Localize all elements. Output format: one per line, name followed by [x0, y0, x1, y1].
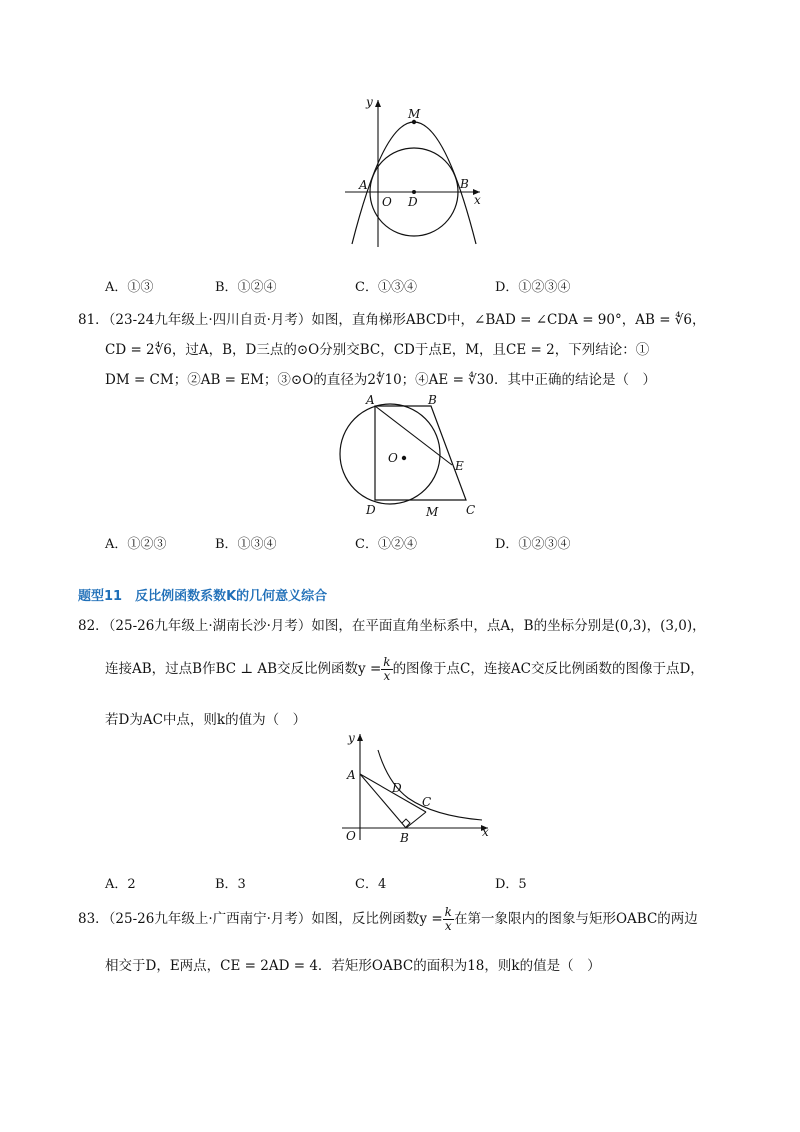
segment-bc — [406, 812, 426, 828]
q82-line-3: 若D为AC中点，则k的值为（ ） — [105, 712, 307, 728]
q82-line-2b: 的图像于点C，连接AC交反比例函数的图像于点D， — [392, 661, 704, 677]
point-o — [402, 456, 406, 460]
label-o: O — [382, 195, 392, 209]
q82-fraction — [381, 656, 392, 683]
label-o: O — [388, 451, 398, 465]
label-x: x — [474, 193, 481, 207]
q82-frac-denominator: x — [383, 669, 391, 683]
label-d: D — [392, 781, 402, 795]
q83-line-2: 相交于D，E两点，CE = 2AD = 4．若矩形OABC的面积为18，则k的值是（ ） — [105, 958, 601, 974]
q81-figure — [338, 392, 488, 522]
q83-line-1b: 在第一象限内的图象与矩形OABC的两边 — [453, 911, 698, 927]
label-o: O — [346, 829, 356, 843]
label-c: C — [466, 503, 476, 517]
label-b: B — [400, 831, 409, 845]
q80-option-a[interactable]: A．①③ — [105, 280, 154, 295]
label-a: A — [359, 178, 368, 192]
q81-option-d[interactable]: D．①②③④ — [495, 537, 571, 552]
label-a: A — [366, 393, 375, 407]
parabola — [352, 122, 476, 244]
label-m: M — [408, 107, 421, 121]
q81-line-1: 81．（23-24九年级上·四川自贡·月考）如图，直角梯形ABCD中，∠BAD = ∠CDA = 90°，AB = ∜6， — [78, 312, 706, 328]
q80-option-c[interactable]: C．①③④ — [355, 280, 417, 295]
q80-option-b[interactable]: B．①②④ — [215, 280, 277, 295]
q81-option-c[interactable]: C．①②④ — [355, 537, 417, 552]
section-title: 题型11 反比例函数系数K的几何意义综合 — [78, 589, 328, 604]
q83-frac-numerator: k — [444, 905, 452, 919]
y-axis-arrow — [375, 100, 381, 107]
q82-option-d[interactable]: D．5 — [495, 877, 527, 892]
label-m: M — [426, 505, 439, 519]
q82-frac-numerator: k — [383, 655, 391, 669]
label-y: y — [366, 95, 373, 109]
q83-frac-denominator: x — [444, 919, 452, 933]
label-y: y — [348, 731, 355, 745]
q80-figure — [340, 92, 500, 252]
label-c: C — [422, 795, 432, 809]
segment-ae — [375, 406, 452, 465]
label-a: A — [347, 768, 356, 782]
q81-option-a[interactable]: A．①②③ — [105, 537, 167, 552]
label-b: B — [428, 393, 437, 407]
point-d — [412, 190, 416, 194]
label-d: D — [366, 503, 376, 517]
label-e: E — [455, 459, 464, 473]
q83-fraction — [443, 906, 454, 933]
q80-option-d[interactable]: D．①②③④ — [495, 280, 571, 295]
q82-line-2a: 连接AB，过点B作BC ⊥ AB交反比例函数y = — [105, 661, 382, 677]
q82-line-1: 82．（25-26九年级上·湖南长沙·月考）如图，在平面直角坐标系中，点A，B的坐标分别是(0,3)，(3,0)， — [78, 618, 706, 634]
q82-option-a[interactable]: A．2 — [105, 877, 136, 892]
label-x: x — [482, 825, 489, 839]
q81-line-3: DM = CM；②AB = EM；③⊙O的直径为2∜10；④AE = ∜30．其中正确的结论是（ ） — [105, 372, 656, 388]
q81-option-b[interactable]: B．①③④ — [215, 537, 277, 552]
label-b: B — [460, 177, 469, 191]
q82-line-2 — [105, 656, 704, 683]
q83-line-1 — [78, 906, 698, 933]
q82-figure — [330, 728, 500, 846]
label-d: D — [408, 195, 418, 209]
q81-line-2: CD = 2∜6，过A，B，D三点的⊙O分别交BC，CD于点E，M，且CE = 2，下列结论：① — [105, 342, 650, 358]
y-axis-arrow — [357, 734, 363, 741]
q82-option-b[interactable]: B．3 — [215, 877, 246, 892]
q82-option-c[interactable]: C．4 — [355, 877, 387, 892]
q83-line-1a: 83．（25-26九年级上·广西南宁·月考）如图，反比例函数y = — [78, 911, 443, 927]
